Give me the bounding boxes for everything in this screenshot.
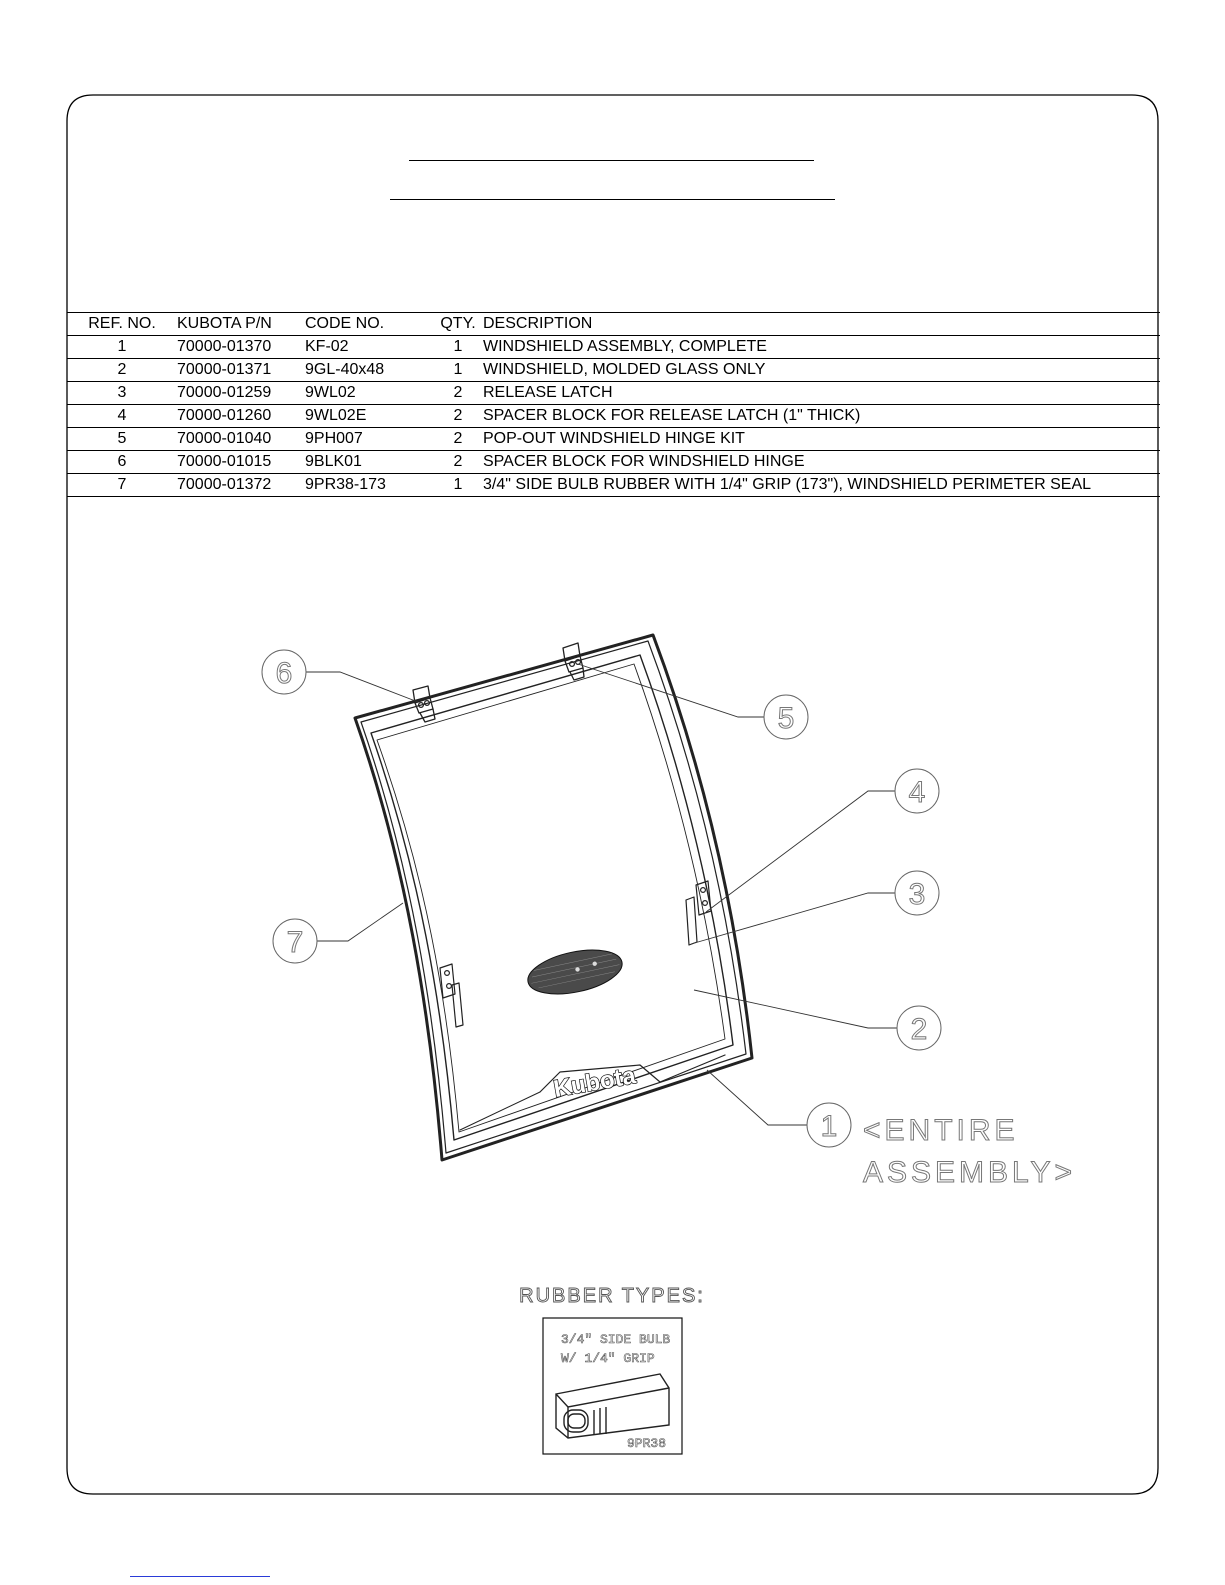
cell-qty: 2 [453,384,463,401]
callout-1: 1 [820,1110,838,1143]
cell-pn: 70000-01260 [177,407,272,424]
cell-code: 9PH007 [305,430,363,447]
cell-desc: WINDSHIELD ASSEMBLY, COMPLETE [483,338,767,355]
latch-left [440,964,463,1027]
callout-3: 3 [908,878,926,911]
col-header-code: CODE NO. [305,315,385,332]
leader-6 [306,672,418,702]
kubota-logo: Kubota [551,1062,638,1104]
callout-7: 7 [286,926,304,959]
cell-desc: RELEASE LATCH [483,384,613,401]
cell-desc: SPACER BLOCK FOR RELEASE LATCH (1" THICK) [483,407,861,424]
assembly-note-line2: ASSEMBLY> [863,1156,1077,1189]
cell-ref: 2 [117,361,127,378]
callout-5: 5 [777,702,795,735]
cell-pn: 70000-01259 [177,384,272,401]
cell-ref: 6 [117,453,127,470]
cell-code: KF-02 [305,338,349,355]
center-emblem [524,942,626,1001]
cell-qty: 2 [453,453,463,470]
cell-qty: 1 [453,361,463,378]
assembly-note-line1: <ENTIRE [863,1114,1019,1147]
rubber-label-line2: W/ 1/4" GRIP [561,1351,655,1366]
callout-6: 6 [275,657,293,690]
rubber-code: 9PR38 [627,1436,667,1451]
cell-qty: 1 [453,476,463,493]
col-header-qty: QTY. [440,315,476,332]
cell-pn: 70000-01371 [177,361,272,378]
leader-1 [707,1070,807,1125]
cell-desc: POP-OUT WINDSHIELD HINGE KIT [483,430,745,447]
col-header-description: DESCRIPTION [483,315,593,332]
cell-ref: 1 [117,338,127,355]
cell-pn: 70000-01040 [177,430,272,447]
col-header-ref: REF. NO. [88,315,156,332]
cell-ref: 3 [117,384,127,401]
cell-desc: WINDSHIELD, MOLDED GLASS ONLY [483,361,766,378]
cell-pn: 70000-01015 [177,453,272,470]
cell-pn: 70000-01370 [177,338,272,355]
cell-code: 9GL-40x48 [305,361,385,378]
cell-code: 9WL02 [305,384,356,401]
cell-qty: 2 [453,407,463,424]
callout-2: 2 [910,1013,928,1046]
cell-pn: 70000-01372 [177,476,272,493]
cell-code: 9WL02E [305,407,367,424]
cell-desc: SPACER BLOCK FOR WINDSHIELD HINGE [483,453,805,470]
bottom-link-underline [130,1576,270,1577]
cell-ref: 5 [117,430,127,447]
cell-code: 9BLK01 [305,453,362,470]
cell-ref: 7 [117,476,127,493]
callout-4: 4 [908,776,926,809]
rubber-label-line1: 3/4" SIDE BULB [561,1332,671,1347]
cell-desc: 3/4" SIDE BULB RUBBER WITH 1/4" GRIP (173"), WINDSHIELD PERIMETER SEAL [483,476,1092,493]
cell-qty: 1 [453,338,463,355]
cell-ref: 4 [117,407,127,424]
cell-code: 9PR38-173 [305,476,386,493]
col-header-kubota-pn: KUBOTA P/N [177,315,272,332]
cell-qty: 2 [453,430,463,447]
leader-7 [317,903,403,941]
leader-2 [694,990,897,1028]
rubber-types-heading: RUBBER TYPES: [519,1285,705,1307]
